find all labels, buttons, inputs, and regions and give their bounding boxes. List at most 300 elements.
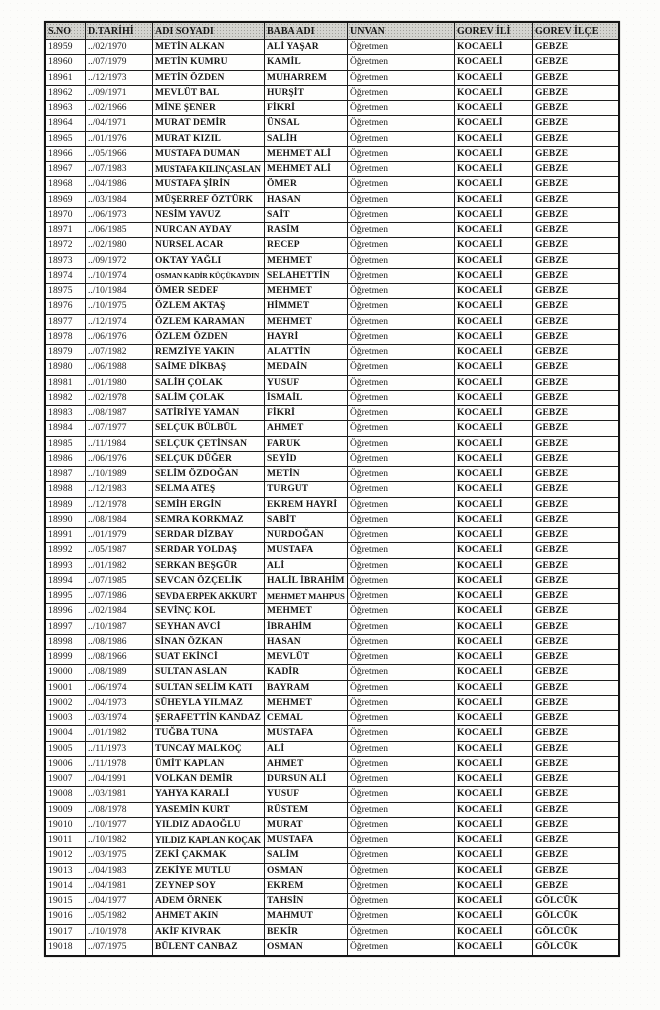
cell-duty-province	[455, 223, 533, 238]
cell-serial-no	[46, 482, 86, 497]
cell-text: ../08/1987	[88, 408, 127, 419]
cell-text: 18968	[48, 179, 73, 190]
cell-birth-date	[86, 254, 153, 269]
cell-full-name	[153, 284, 265, 299]
cell-text: ../07/1983	[88, 164, 127, 175]
cell-duty-district	[533, 696, 618, 711]
cell-duty-district	[533, 238, 618, 253]
cell-serial-no	[46, 772, 86, 787]
cell-father-name	[265, 787, 348, 802]
cell-father-name	[265, 116, 348, 131]
cell-father-name	[265, 208, 348, 223]
cell-serial-no	[46, 299, 86, 314]
cell-text: ../01/1976	[88, 133, 127, 144]
cell-text: AHMET	[267, 423, 304, 434]
cell-text: Öğretmen	[350, 301, 388, 312]
cell-text: SULTAN SELİM KATI	[155, 682, 253, 693]
cell-text: ALİ	[267, 560, 285, 571]
cell-full-name	[153, 833, 265, 848]
cell-serial-no	[46, 254, 86, 269]
cell-text: 19014	[48, 880, 73, 891]
cell-father-name	[265, 71, 348, 86]
cell-birth-date	[86, 40, 153, 55]
cell-birth-date	[86, 406, 153, 421]
cell-text: FİKRİ	[267, 103, 295, 114]
cell-text: MEHMET ALİ	[267, 148, 331, 159]
cell-text: KOCAELİ	[457, 57, 503, 68]
cell-text: GEBZE	[535, 347, 569, 358]
cell-text: KOCAELİ	[457, 164, 503, 175]
cell-job-title	[348, 101, 455, 116]
cell-text: Öğretmen	[350, 758, 388, 769]
cell-text: ZEKİ ÇAKMAK	[155, 850, 227, 861]
cell-father-name	[265, 681, 348, 696]
cell-birth-date	[86, 299, 153, 314]
cell-text: Öğretmen	[350, 728, 388, 739]
cell-text: Öğretmen	[350, 148, 388, 159]
cell-text: KOCAELİ	[457, 850, 503, 861]
cell-text: 18995	[48, 591, 73, 602]
cell-duty-province	[455, 513, 533, 528]
cell-serial-no	[46, 223, 86, 238]
cell-text: ALATTİN	[267, 347, 311, 358]
cell-text: HİMMET	[267, 301, 310, 312]
cell-serial-no	[46, 650, 86, 665]
cell-father-name	[265, 940, 348, 955]
cell-text: SELÇUK BÜLBÜL	[155, 423, 237, 434]
cell-text: MEVLÜT BAL	[155, 87, 220, 98]
cell-duty-district	[533, 559, 618, 574]
cell-full-name	[153, 40, 265, 55]
cell-text: SELAHETTİN	[267, 270, 330, 281]
cell-duty-district	[533, 833, 618, 848]
cell-text: ../07/1977	[88, 423, 127, 434]
cell-text: 18962	[48, 87, 73, 98]
cell-text: SALİH ÇOLAK	[155, 377, 223, 388]
cell-birth-date	[86, 574, 153, 589]
cell-text: ÖZLEM AKTAŞ	[155, 301, 226, 312]
cell-text: GEBZE	[535, 636, 569, 647]
cell-text: MUSTAFA KILINÇASLAN	[155, 164, 261, 175]
cell-full-name	[153, 162, 265, 177]
cell-duty-district	[533, 101, 618, 116]
cell-text: SEYHAN AVCİ	[155, 621, 221, 632]
cell-text: 18994	[48, 575, 73, 586]
cell-job-title	[348, 940, 455, 955]
cell-text: ../02/1984	[88, 606, 127, 617]
cell-text: Öğretmen	[350, 469, 388, 480]
cell-text: GEBZE	[535, 850, 569, 861]
cell-text: 18963	[48, 103, 73, 114]
column-header-full-name	[153, 23, 265, 40]
cell-duty-province	[455, 803, 533, 818]
cell-duty-province	[455, 177, 533, 192]
cell-text: ../08/1984	[88, 514, 127, 525]
cell-serial-no	[46, 101, 86, 116]
cell-job-title	[348, 223, 455, 238]
cell-text: 18987	[48, 469, 73, 480]
cell-text: METİN ÖZDEN	[155, 72, 225, 83]
cell-text: Öğretmen	[350, 42, 388, 53]
cell-duty-province	[455, 40, 533, 55]
cell-job-title	[348, 315, 455, 330]
cell-job-title	[348, 238, 455, 253]
cell-duty-province	[455, 421, 533, 436]
cell-father-name	[265, 330, 348, 345]
cell-serial-no	[46, 696, 86, 711]
cell-birth-date	[86, 391, 153, 406]
cell-birth-date	[86, 223, 153, 238]
cell-text: DURSUN ALİ	[267, 774, 327, 785]
cell-job-title	[348, 696, 455, 711]
cell-text: 18983	[48, 408, 73, 419]
cell-serial-no	[46, 543, 86, 558]
cell-text: REMZİYE YAKIN	[155, 347, 235, 358]
cell-text: RASİM	[267, 225, 300, 236]
cell-full-name	[153, 360, 265, 375]
cell-text: GEBZE	[535, 133, 569, 144]
cell-text: KOCAELİ	[457, 362, 503, 373]
cell-birth-date	[86, 467, 153, 482]
cell-duty-district	[533, 360, 618, 375]
cell-serial-no	[46, 803, 86, 818]
cell-text: ../12/1978	[88, 499, 127, 510]
cell-text: RÜSTEM	[267, 804, 309, 815]
cell-text: KOCAELİ	[457, 377, 503, 388]
cell-full-name	[153, 742, 265, 757]
cell-job-title	[348, 909, 455, 924]
cell-text: 19004	[48, 728, 73, 739]
cell-text: ../12/1973	[88, 72, 127, 83]
cell-job-title	[348, 559, 455, 574]
cell-text: ../10/1987	[88, 621, 127, 632]
cell-text: Öğretmen	[350, 179, 388, 190]
cell-text: KOCAELİ	[457, 194, 503, 205]
cell-duty-province	[455, 345, 533, 360]
cell-text: ../08/1966	[88, 652, 127, 663]
cell-full-name	[153, 574, 265, 589]
cell-text: Öğretmen	[350, 667, 388, 678]
cell-text: GÖLCÜK	[535, 942, 578, 953]
cell-text: Öğretmen	[350, 880, 388, 891]
cell-duty-district	[533, 757, 618, 772]
cell-text: ../06/1988	[88, 362, 127, 373]
cell-birth-date	[86, 86, 153, 101]
cell-full-name	[153, 467, 265, 482]
cell-text: GEBZE	[535, 209, 569, 220]
cell-job-title	[348, 742, 455, 757]
cell-text: SERKAN BEŞGÜR	[155, 560, 238, 571]
cell-job-title	[348, 482, 455, 497]
cell-birth-date	[86, 742, 153, 757]
cell-text: KOCAELİ	[457, 301, 503, 312]
cell-text: MEHMET	[267, 286, 312, 297]
cell-birth-date	[86, 315, 153, 330]
cell-text: OKTAY YAĞLI	[155, 255, 222, 266]
cell-duty-province	[455, 132, 533, 147]
cell-text: 19003	[48, 713, 73, 724]
cell-text: Öğretmen	[350, 789, 388, 800]
cell-text: Öğretmen	[350, 316, 388, 327]
cell-text: 18966	[48, 148, 73, 159]
cell-text: ÖZLEM KARAMAN	[155, 316, 245, 327]
cell-text: Öğretmen	[350, 835, 388, 846]
cell-text: 19015	[48, 896, 73, 907]
cell-text: YAHYA KARALİ	[155, 789, 230, 800]
cell-text: KOCAELİ	[457, 865, 503, 876]
cell-text: KOCAELİ	[457, 926, 503, 937]
cell-full-name	[153, 315, 265, 330]
cell-text: SEVCAN ÖZÇELİK	[155, 575, 243, 586]
cell-text: GEBZE	[535, 469, 569, 480]
cell-full-name	[153, 193, 265, 208]
cell-text: KAMİL	[267, 57, 301, 68]
cell-job-title	[348, 864, 455, 879]
cell-text: MİNE ŞENER	[155, 103, 216, 114]
cell-job-title	[348, 40, 455, 55]
cell-text: KOCAELİ	[457, 530, 503, 541]
cell-text: Öğretmen	[350, 697, 388, 708]
cell-father-name	[265, 177, 348, 192]
cell-text: 19018	[48, 942, 73, 953]
cell-full-name	[153, 589, 265, 604]
cell-duty-district	[533, 681, 618, 696]
cell-text: ZEYNEP SOY	[155, 880, 216, 891]
cell-birth-date	[86, 101, 153, 116]
cell-text: AKİF KIVRAK	[155, 926, 221, 937]
cell-duty-province	[455, 376, 533, 391]
cell-text: GEBZE	[535, 560, 569, 571]
cell-father-name	[265, 574, 348, 589]
cell-text: MEVLÜT	[267, 652, 310, 663]
cell-duty-province	[455, 116, 533, 131]
cell-birth-date	[86, 437, 153, 452]
cell-duty-province	[455, 559, 533, 574]
cell-duty-district	[533, 452, 618, 467]
cell-text: MEHMET	[267, 697, 312, 708]
cell-job-title	[348, 543, 455, 558]
cell-text: Öğretmen	[350, 652, 388, 663]
cell-text: ../02/1978	[88, 392, 127, 403]
cell-father-name	[265, 848, 348, 863]
cell-job-title	[348, 360, 455, 375]
cell-duty-district	[533, 787, 618, 802]
cell-text: KOCAELİ	[457, 545, 503, 556]
cell-text: Öğretmen	[350, 774, 388, 785]
cell-text: ../04/1981	[88, 880, 127, 891]
cell-birth-date	[86, 559, 153, 574]
cell-serial-no	[46, 589, 86, 604]
cell-father-name	[265, 437, 348, 452]
cell-serial-no	[46, 284, 86, 299]
cell-father-name	[265, 650, 348, 665]
cell-job-title	[348, 528, 455, 543]
cell-text: GEBZE	[535, 392, 569, 403]
cell-serial-no	[46, 238, 86, 253]
cell-duty-province	[455, 681, 533, 696]
cell-birth-date	[86, 772, 153, 787]
cell-serial-no	[46, 894, 86, 909]
cell-text: ../10/1977	[88, 819, 127, 830]
cell-job-title	[348, 665, 455, 680]
cell-duty-district	[533, 543, 618, 558]
column-header-duty-province	[455, 23, 533, 40]
cell-text: GEBZE	[535, 87, 569, 98]
cell-text: KOCAELİ	[457, 209, 503, 220]
cell-text: METİN	[267, 469, 300, 480]
cell-text: Öğretmen	[350, 713, 388, 724]
cell-text: 18989	[48, 499, 73, 510]
cell-text: GEBZE	[535, 728, 569, 739]
cell-father-name	[265, 482, 348, 497]
cell-duty-province	[455, 162, 533, 177]
cell-full-name	[153, 772, 265, 787]
cell-duty-province	[455, 299, 533, 314]
cell-job-title	[348, 299, 455, 314]
cell-father-name	[265, 376, 348, 391]
cell-father-name	[265, 696, 348, 711]
cell-full-name	[153, 132, 265, 147]
cell-text: Öğretmen	[350, 347, 388, 358]
cell-duty-district	[533, 589, 618, 604]
cell-birth-date	[86, 726, 153, 741]
cell-text: OSMAN KADİR KÜÇÜKAYDIN	[155, 271, 260, 281]
cell-duty-district	[533, 711, 618, 726]
cell-father-name	[265, 665, 348, 680]
cell-text: KOCAELİ	[457, 148, 503, 159]
cell-full-name	[153, 391, 265, 406]
cell-full-name	[153, 223, 265, 238]
cell-text: GEBZE	[535, 408, 569, 419]
cell-text: 18965	[48, 133, 73, 144]
cell-text: Öğretmen	[350, 545, 388, 556]
cell-text: ../07/1986	[88, 591, 127, 602]
cell-serial-no	[46, 818, 86, 833]
cell-job-title	[348, 467, 455, 482]
cell-duty-district	[533, 635, 618, 650]
cell-text: BÜLENT CANBAZ	[155, 942, 238, 953]
cell-birth-date	[86, 940, 153, 955]
cell-text: KOCAELİ	[457, 697, 503, 708]
cell-text: GEBZE	[535, 103, 569, 114]
cell-text: Öğretmen	[350, 865, 388, 876]
cell-father-name	[265, 909, 348, 924]
cell-father-name	[265, 894, 348, 909]
cell-serial-no	[46, 315, 86, 330]
cell-duty-province	[455, 406, 533, 421]
cell-text: MUSTAFA ŞİRİN	[155, 179, 231, 190]
cell-birth-date	[86, 116, 153, 131]
cell-text: Öğretmen	[350, 942, 388, 953]
cell-full-name	[153, 177, 265, 192]
cell-text: SULTAN ASLAN	[155, 667, 228, 678]
cell-text: SAİT	[267, 209, 290, 220]
cell-birth-date	[86, 208, 153, 223]
cell-job-title	[348, 421, 455, 436]
cell-duty-district	[533, 391, 618, 406]
cell-text: EKREM HAYRİ	[267, 499, 338, 510]
cell-text: ŞERAFETTİN KANDAZ	[155, 713, 261, 724]
cell-serial-no	[46, 757, 86, 772]
cell-birth-date	[86, 345, 153, 360]
cell-father-name	[265, 772, 348, 787]
cell-text: Öğretmen	[350, 209, 388, 220]
cell-text: GEBZE	[535, 331, 569, 342]
cell-text: Öğretmen	[350, 743, 388, 754]
cell-full-name	[153, 269, 265, 284]
cell-father-name	[265, 528, 348, 543]
cell-full-name	[153, 848, 265, 863]
cell-duty-province	[455, 635, 533, 650]
cell-serial-no	[46, 391, 86, 406]
cell-father-name	[265, 391, 348, 406]
cell-text: KOCAELİ	[457, 758, 503, 769]
cell-text: GEBZE	[535, 713, 569, 724]
cell-text: KOCAELİ	[457, 713, 503, 724]
cell-father-name	[265, 40, 348, 55]
cell-full-name	[153, 116, 265, 131]
cell-duty-province	[455, 696, 533, 711]
cell-job-title	[348, 894, 455, 909]
cell-duty-district	[533, 925, 618, 940]
cell-duty-province	[455, 909, 533, 924]
cell-text: ÖZLEM ÖZDEN	[155, 331, 228, 342]
cell-text: KOCAELİ	[457, 240, 503, 251]
cell-text: ../07/1975	[88, 942, 127, 953]
cell-duty-district	[533, 818, 618, 833]
cell-duty-district	[533, 86, 618, 101]
cell-text: HALİL İBRAHİM	[267, 575, 345, 586]
cell-duty-district	[533, 315, 618, 330]
cell-text: GEBZE	[535, 804, 569, 815]
cell-duty-district	[533, 437, 618, 452]
cell-birth-date	[86, 665, 153, 680]
cell-text: 19013	[48, 865, 73, 876]
column-header-father-name	[265, 23, 348, 40]
cell-text: MURAT DEMİR	[155, 118, 227, 129]
cell-duty-district	[533, 726, 618, 741]
cell-text: 19016	[48, 911, 73, 922]
cell-duty-province	[455, 101, 533, 116]
cell-full-name	[153, 787, 265, 802]
cell-text: ../10/1984	[88, 286, 127, 297]
cell-text: GEBZE	[535, 514, 569, 525]
cell-duty-district	[533, 650, 618, 665]
cell-text: KOCAELİ	[457, 225, 503, 236]
cell-text: GEBZE	[535, 774, 569, 785]
cell-duty-province	[455, 315, 533, 330]
cell-birth-date	[86, 696, 153, 711]
cell-text: SATİRİYE YAMAN	[155, 408, 240, 419]
cell-job-title	[348, 208, 455, 223]
cell-text: SUAT EKİNCİ	[155, 652, 218, 663]
cell-job-title	[348, 437, 455, 452]
cell-father-name	[265, 635, 348, 650]
cell-text: KOCAELİ	[457, 942, 503, 953]
cell-duty-district	[533, 528, 618, 543]
cell-text: MUHARREM	[267, 72, 327, 83]
cell-text: 18993	[48, 560, 73, 571]
cell-text: 18986	[48, 453, 73, 464]
cell-text: GEBZE	[535, 438, 569, 449]
cell-duty-district	[533, 269, 618, 284]
cell-text: Öğretmen	[350, 423, 388, 434]
cell-full-name	[153, 940, 265, 955]
cell-full-name	[153, 71, 265, 86]
cell-text: KOCAELİ	[457, 255, 503, 266]
cell-text: 18969	[48, 194, 73, 205]
cell-father-name	[265, 833, 348, 848]
